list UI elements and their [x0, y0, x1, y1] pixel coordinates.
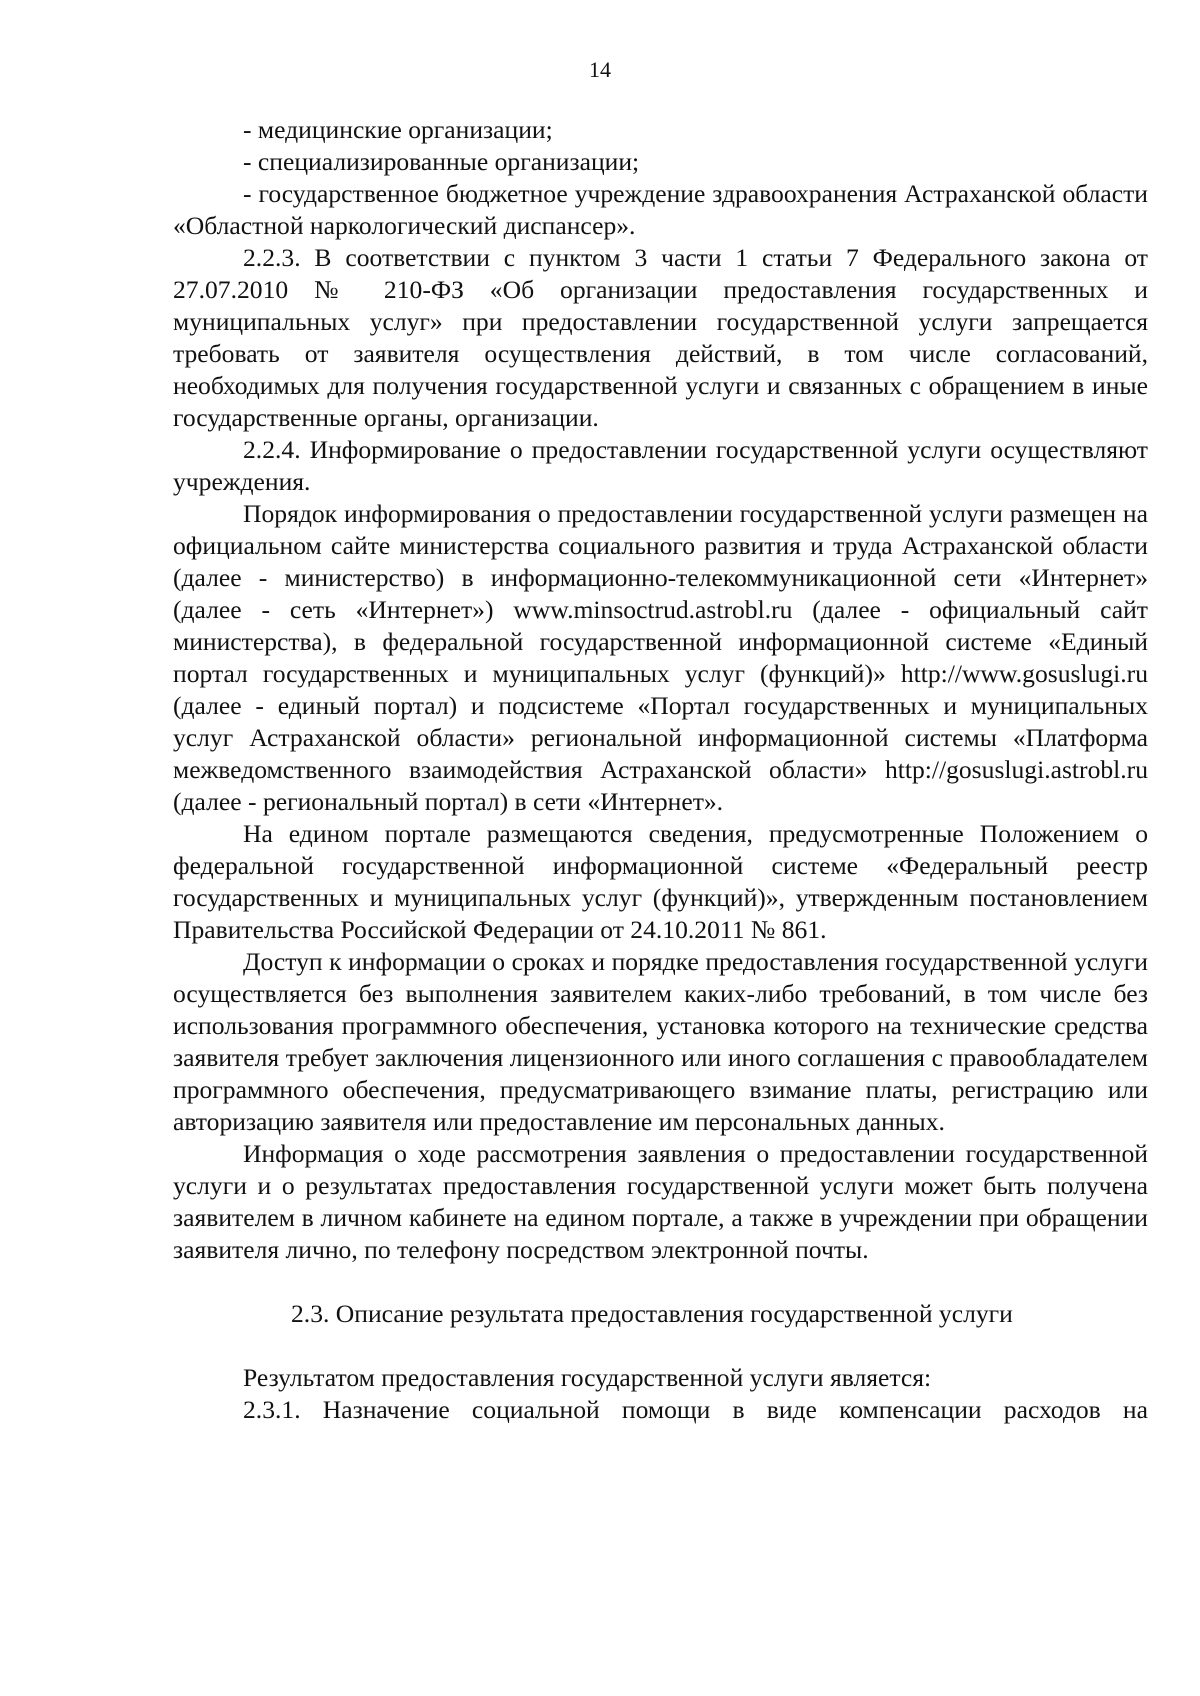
paragraph-unified-portal: На едином портале размещаются сведения, предусмотренные Положением о федеральной государственной информационной системе «Федеральный реестр государственных и муниципальных услуг (функций)», утвержденным постановлением Правительства Российской Федерации от 24.10.2011 № 861.: [173, 819, 1148, 944]
list-item-specialized: - специализированные организации;: [243, 147, 640, 176]
list-item-narcology-dispensary: - государственное бюджетное учреждение здравоохранения Астраханской области «Областной наркологический диспансер».: [173, 179, 1148, 240]
list-item-medical: - медицинские организации;: [243, 115, 553, 144]
paragraph-access-info: Доступ к информации о сроках и порядке предоставления государственной услуги осуществляется без выполнения заявителем каких-либо требований, в том числе без использования программного обеспечения, установка которого на технические средства заявителя требует заключения лицензионного или иного соглашения с правообладателем программного обеспечения, предусматривающего взимание платы, регистрацию или авторизацию заявителя или предоставление им персональных данных.: [173, 947, 1148, 1136]
page-number: 14: [589, 57, 611, 82]
paragraph-2-2-3: 2.2.3. В соответствии с пунктом 3 части 1 статьи 7 Федерального закона от 27.07.2010 № 210-ФЗ «Об организации предоставления государственных и муниципальных услуг» при предоставлении государственной услуги запрещается требовать от заявителя осуществления действий, в том числе согласований, необходимых для получения государственной услуги и связанных с обращением в иные государственные органы, организации.: [173, 243, 1148, 432]
paragraph-2-2-4: 2.2.4. Информирование о предоставлении государственной услуги осуществляют учреждения.: [173, 435, 1148, 496]
paragraph-2-3-1: 2.3.1. Назначение социальной помощи в виде компенсации расходов на: [243, 1395, 1148, 1424]
paragraph-progress-info: Информация о ходе рассмотрения заявления о предоставлении государственной услуги и о результатах предоставления государственной услуги может быть получена заявителем в личном кабинете на едином портале, а также в учреждении при обращении заявителя лично, по телефону посредством электронной почты.: [173, 1139, 1148, 1264]
paragraph-informing-order: Порядок информирования о предоставлении государственной услуги размещен на официальном сайте министерства социального развития и труда Астраханской области (далее - министерство) в информационно-телекоммуникационной сети «Интернет» (далее - сеть «Интернет») www.minsoctrud.astrobl.ru (далее - официальный сайт министерства), в федеральной государственной информационной системе «Единый портал государственных и муниципальных услуг (функций)» http://www.gosuslugi.ru (далее - единый портал) и подсистеме «Портал государственных и муниципальных услуг Астраханской области» региональной информационной системы «Платформа межведомственного взаимодействия Астраханской области» http://gosuslugi.astrobl.ru (далее - региональный портал) в сети «Интернет».: [173, 499, 1148, 816]
paragraph-result-intro: Результатом предоставления государственной услуги является:: [243, 1363, 932, 1392]
section-heading-2-3: 2.3. Описание результата предоставления государственной услуги: [291, 1299, 1013, 1328]
document-body: [173, 114, 1148, 1426]
